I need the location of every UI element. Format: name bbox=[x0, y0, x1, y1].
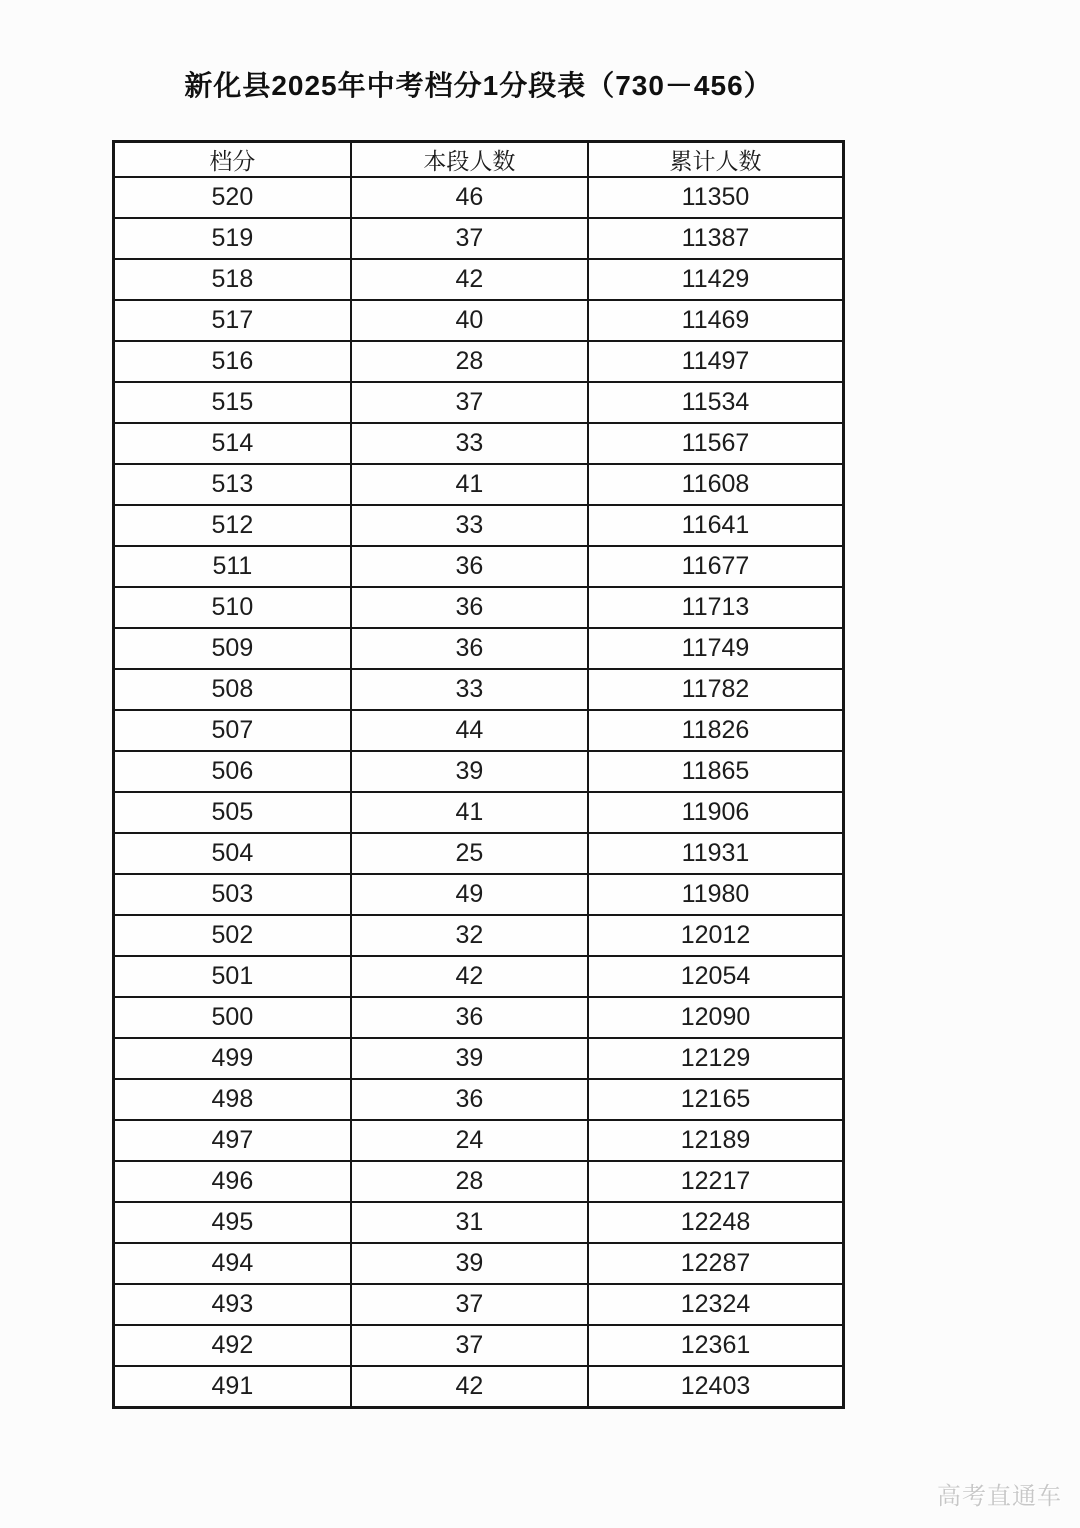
table-row bbox=[114, 1202, 844, 1243]
table-row bbox=[114, 1366, 844, 1408]
table-cell: 501 bbox=[114, 956, 351, 997]
table-cell: 11641 bbox=[588, 505, 844, 546]
table-cell: 11826 bbox=[588, 710, 844, 751]
table-cell: 11980 bbox=[588, 874, 844, 915]
table-cell: 37 bbox=[351, 382, 588, 423]
table-cell: 11429 bbox=[588, 259, 844, 300]
table-header bbox=[114, 142, 844, 178]
table-cell: 504 bbox=[114, 833, 351, 874]
table-cell: 41 bbox=[351, 792, 588, 833]
table-cell: 495 bbox=[114, 1202, 351, 1243]
table-cell: 33 bbox=[351, 505, 588, 546]
table-row bbox=[114, 177, 844, 218]
table-cell: 12012 bbox=[588, 915, 844, 956]
table-cell: 24 bbox=[351, 1120, 588, 1161]
table-cell: 12324 bbox=[588, 1284, 844, 1325]
table-cell: 37 bbox=[351, 218, 588, 259]
table-cell: 11608 bbox=[588, 464, 844, 505]
table-row bbox=[114, 997, 844, 1038]
table-cell: 12361 bbox=[588, 1325, 844, 1366]
table-cell: 500 bbox=[114, 997, 351, 1038]
table-row bbox=[114, 1161, 844, 1202]
table-cell: 36 bbox=[351, 546, 588, 587]
table-cell: 12287 bbox=[588, 1243, 844, 1284]
table-cell: 36 bbox=[351, 997, 588, 1038]
table-cell: 39 bbox=[351, 751, 588, 792]
table-cell: 494 bbox=[114, 1243, 351, 1284]
table-cell: 37 bbox=[351, 1284, 588, 1325]
column-header-cumulative-count: 累计人数 bbox=[588, 142, 844, 178]
table-cell: 491 bbox=[114, 1366, 351, 1408]
table-cell: 512 bbox=[114, 505, 351, 546]
table-cell: 37 bbox=[351, 1325, 588, 1366]
table-cell: 12403 bbox=[588, 1366, 844, 1408]
table-cell: 515 bbox=[114, 382, 351, 423]
table-cell: 513 bbox=[114, 464, 351, 505]
table-header-row bbox=[114, 142, 844, 178]
table-cell: 11931 bbox=[588, 833, 844, 874]
table-cell: 511 bbox=[114, 546, 351, 587]
table-row bbox=[114, 1038, 844, 1079]
table-cell: 12189 bbox=[588, 1120, 844, 1161]
table-row bbox=[114, 218, 844, 259]
table-row bbox=[114, 792, 844, 833]
table-cell: 12129 bbox=[588, 1038, 844, 1079]
table-cell: 502 bbox=[114, 915, 351, 956]
table-cell: 28 bbox=[351, 341, 588, 382]
table-cell: 11567 bbox=[588, 423, 844, 464]
page-title: 新化县2025年中考档分1分段表（730－456） bbox=[184, 70, 773, 101]
table-row bbox=[114, 1079, 844, 1120]
table-cell: 42 bbox=[351, 1366, 588, 1408]
table-cell: 509 bbox=[114, 628, 351, 669]
table-row bbox=[114, 915, 844, 956]
table-cell: 12248 bbox=[588, 1202, 844, 1243]
table-cell: 11497 bbox=[588, 341, 844, 382]
table-cell: 46 bbox=[351, 177, 588, 218]
table-cell: 505 bbox=[114, 792, 351, 833]
table-cell: 33 bbox=[351, 669, 588, 710]
table-cell: 40 bbox=[351, 300, 588, 341]
table-cell: 31 bbox=[351, 1202, 588, 1243]
watermark-text: 高考直通车 bbox=[937, 1483, 1062, 1510]
table-cell: 11749 bbox=[588, 628, 844, 669]
table-row bbox=[114, 341, 844, 382]
table-row bbox=[114, 464, 844, 505]
table-cell: 11350 bbox=[588, 177, 844, 218]
table-cell: 11534 bbox=[588, 382, 844, 423]
table-cell: 506 bbox=[114, 751, 351, 792]
table-cell: 32 bbox=[351, 915, 588, 956]
table-cell: 11906 bbox=[588, 792, 844, 833]
table-row bbox=[114, 1243, 844, 1284]
table-cell: 517 bbox=[114, 300, 351, 341]
table-cell: 12165 bbox=[588, 1079, 844, 1120]
table-cell: 39 bbox=[351, 1243, 588, 1284]
table-cell: 503 bbox=[114, 874, 351, 915]
table-row bbox=[114, 710, 844, 751]
table-cell: 11387 bbox=[588, 218, 844, 259]
table-cell: 12217 bbox=[588, 1161, 844, 1202]
table-cell: 11713 bbox=[588, 587, 844, 628]
table-row bbox=[114, 423, 844, 464]
table-cell: 508 bbox=[114, 669, 351, 710]
table-cell: 36 bbox=[351, 628, 588, 669]
table-cell: 42 bbox=[351, 259, 588, 300]
column-header-score: 档分 bbox=[114, 142, 351, 178]
table-cell: 25 bbox=[351, 833, 588, 874]
table-cell: 33 bbox=[351, 423, 588, 464]
table-cell: 36 bbox=[351, 1079, 588, 1120]
table-cell: 496 bbox=[114, 1161, 351, 1202]
table-row bbox=[114, 874, 844, 915]
table-cell: 520 bbox=[114, 177, 351, 218]
table-row bbox=[114, 628, 844, 669]
table-row bbox=[114, 1325, 844, 1366]
table-cell: 44 bbox=[351, 710, 588, 751]
table-cell: 28 bbox=[351, 1161, 588, 1202]
table-cell: 11865 bbox=[588, 751, 844, 792]
table-row bbox=[114, 751, 844, 792]
score-segment-table bbox=[112, 140, 845, 1409]
table-cell: 36 bbox=[351, 587, 588, 628]
table-cell: 507 bbox=[114, 710, 351, 751]
table-row bbox=[114, 833, 844, 874]
table-row bbox=[114, 1284, 844, 1325]
table-cell: 12054 bbox=[588, 956, 844, 997]
table-cell: 519 bbox=[114, 218, 351, 259]
table-cell: 11677 bbox=[588, 546, 844, 587]
table-body bbox=[114, 177, 844, 1408]
table-row bbox=[114, 300, 844, 341]
table-cell: 498 bbox=[114, 1079, 351, 1120]
table-cell: 516 bbox=[114, 341, 351, 382]
table-cell: 518 bbox=[114, 259, 351, 300]
table-row bbox=[114, 1120, 844, 1161]
table-cell: 510 bbox=[114, 587, 351, 628]
table-row bbox=[114, 956, 844, 997]
table-cell: 493 bbox=[114, 1284, 351, 1325]
table-row bbox=[114, 505, 844, 546]
table-cell: 42 bbox=[351, 956, 588, 997]
column-header-segment-count: 本段人数 bbox=[351, 142, 588, 178]
table-cell: 514 bbox=[114, 423, 351, 464]
table-cell: 11469 bbox=[588, 300, 844, 341]
table-row bbox=[114, 546, 844, 587]
table-cell: 497 bbox=[114, 1120, 351, 1161]
table-row bbox=[114, 587, 844, 628]
table-cell: 11782 bbox=[588, 669, 844, 710]
table-cell: 492 bbox=[114, 1325, 351, 1366]
table-row bbox=[114, 669, 844, 710]
table-cell: 49 bbox=[351, 874, 588, 915]
table-cell: 41 bbox=[351, 464, 588, 505]
table-cell: 39 bbox=[351, 1038, 588, 1079]
table-row bbox=[114, 382, 844, 423]
table-cell: 499 bbox=[114, 1038, 351, 1079]
table-row bbox=[114, 259, 844, 300]
table-cell: 12090 bbox=[588, 997, 844, 1038]
